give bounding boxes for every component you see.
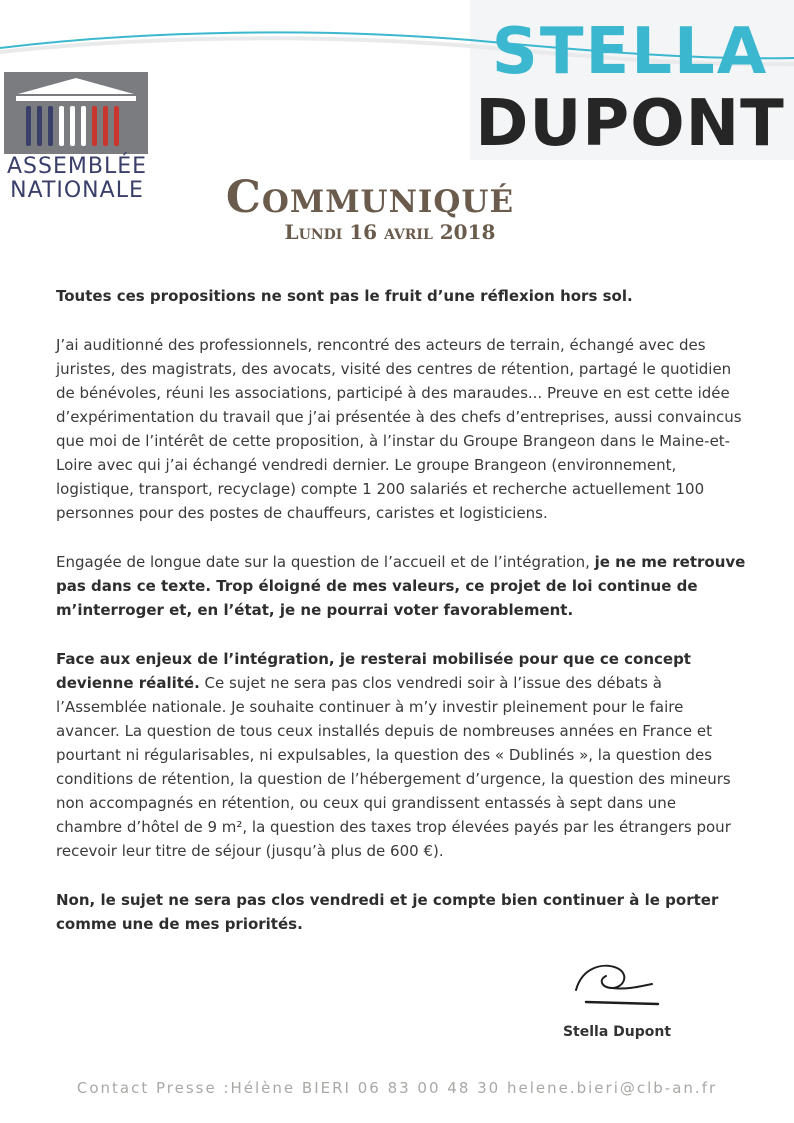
logo-text-line2: NATIONALE xyxy=(10,178,144,203)
document-title: Communiqué xyxy=(225,172,515,223)
paragraph-4 xyxy=(56,647,746,863)
handwritten-signature xyxy=(572,960,672,1010)
press-contact-footer: Contact Presse :Hélène BIERI 06 83 00 48 30 helene.bieri@clb-an.fr xyxy=(76,1079,718,1097)
document-date: Lundi 16 avril 2018 xyxy=(284,220,496,244)
paragraph-3-bold: je ne me retrouve pas dans ce texte. Trop éloigné de mes valeurs, ce projet de loi continue de m’interroger et, en l’état, je ne pourrai voter favorablement. xyxy=(56,553,746,619)
document-body xyxy=(56,284,746,961)
assemblee-nationale-logo xyxy=(0,72,154,207)
paragraph-5 xyxy=(56,888,746,936)
brand-last-name: DUPONT xyxy=(475,87,785,161)
logo-text-line1: ASSEMBLÉE xyxy=(6,154,147,179)
paragraph-3-text: Engagée de longue date sur la question de l’accueil et de l’intégration, xyxy=(56,553,595,571)
paragraph-1 xyxy=(56,284,746,308)
palais-bourbon-icon xyxy=(4,72,148,154)
paragraph-4-bold: Face aux enjeux de l’intégration, je resterai mobilisée pour que ce concept devienne réalité. xyxy=(56,650,691,692)
paragraph-4-text: Ce sujet ne sera pas clos vendredi soir à l’issue des débats à l’Assemblée nationale. Je souhaite continuer à m’y investir pleinement pour le faire avancer. La question de tous ceux installés depuis de nombreuses années en France et pourtant ni régularisables, ni expulsables, la question des « Dublinés », la question des conditions de rétention, la question de l’hébergement d’urgence, la question des mineurs non accompagnés en rétention, ou ceux qui grandissent entassés à sept dans une chambre d’hôtel de 9 m², la question des taxes trop élevées payés par les étrangers pour recevoir leur titre de séjour (jusqu’à plus de 600 €). xyxy=(56,674,731,860)
paragraph-2: J’ai auditionné des professionnels, rencontré des acteurs de terrain, échangé avec des juristes, des magistrats, des avocats, visité des centres de rétention, partagé le quotidien de bénévoles, réuni les associations, participé à des maraudes... Preuve en est cette idée d’expérimentation du travail que j’ai présentée à des chefs d’entreprises, aussi convaincus que moi de l’intérêt de cette proposition, à l’instar du Groupe Brangeon dans le Maine-et-Loire avec qui j’ai échangé vendredi dernier. Le groupe Brangeon (environnement, logistique, transport, recyclage) compte 1 200 salariés et recherche actuellement 100 personnes pour des postes de chauffeurs, caristes et logisticiens. xyxy=(56,336,742,522)
paragraph-3 xyxy=(56,550,746,622)
paragraph-1-bold: Toutes ces propositions ne sont pas le fruit d’une réflexion hors sol. xyxy=(56,287,633,305)
brand-first-name: STELLA xyxy=(491,15,769,89)
signatory-name: Stella Dupont xyxy=(562,1024,672,1040)
paragraph-5-bold: Non, le sujet ne sera pas clos vendredi et je compte bien continuer à le porter comme une de mes priorités. xyxy=(56,891,719,933)
